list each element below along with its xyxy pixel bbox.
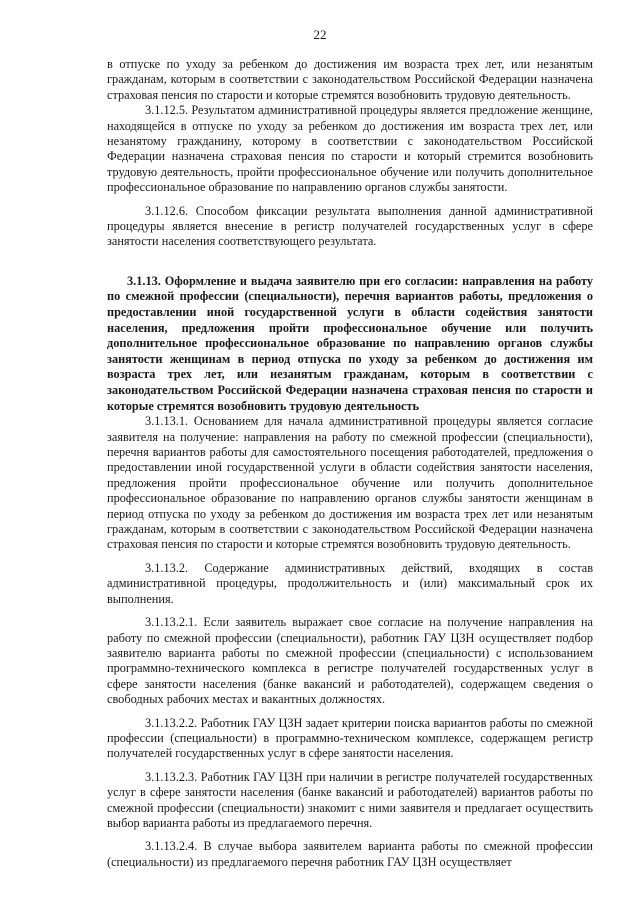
- paragraph-3-1-13-1: 3.1.13.1. Основанием для начала административной процедуры является согласие заявителя на получение: направления на работу по смежной профессии (специальности), перечня вариантов работы для самостоятельного посещения работодателей, предложения о предоставлении иной государственной услуги в области содействия занятости населения, предложения пройти профессиональное обучение или получить дополнительное профессиональное образование по направлению органов службы занятости женщинам в период отпуска по уходу за ребенком до достижения им возраста трех лет или незанятым гражданам, которым в соответствии с законодательством Российской Федерации назначена страховая пенсия по старости и которые стремятся возобновить трудовую деятельность.: [107, 414, 593, 552]
- paragraph-3-1-13-2-2: 3.1.13.2.2. Работник ГАУ ЦЗН задает критерии поиска вариантов работы по смежной профессии (специальности) в программно-техническом комплексе, содержащем регистр получателей государственных услуг в сфере занятости населения.: [107, 715, 593, 761]
- paragraph-continuation: в отпуске по уходу за ребенком до достижения им возраста трех лет, или незанятым гражданам, которым в соответствии с законодательством Российской Федерации назначена страховая пенсия по старости и которые стремятся возобновить трудовую деятельность.: [107, 57, 593, 102]
- paragraph-3-1-13-2-1: 3.1.13.2.1. Если заявитель выражает свое согласие на получение направления на работу по смежной профессии (специальности), работник ГАУ ЦЗН осуществляет подбор заявителю варианта работы по смежной профессии (специальности) с использованием программно-технического комплекса в регистре получателей государственных услуг в сфере занятости населения (банке вакансий и работодателей), содержащем сведения о свободных рабочих местах и вакантных должностях.: [107, 615, 593, 707]
- paragraph-3-1-13-2: 3.1.13.2. Содержание административных действий, входящих в состав административной процедуры, продолжительность и (или) максимальный срок их выполнения.: [107, 560, 593, 606]
- page-number: 22: [313, 27, 327, 42]
- page-body: [107, 57, 593, 870]
- paragraph-3-1-13-2-3: 3.1.13.2.3. Работник ГАУ ЦЗН при наличии в регистре получателей государственных услуг в сфере занятости населения (банке вакансий и работодателей) вариантов работы по смежной профессии (специальности) знакомит с ними заявителя и предлагает осуществить выбор варианта работы из предлагаемого перечня.: [107, 769, 593, 830]
- paragraph-3-1-13-2-4: 3.1.13.2.4. В случае выбора заявителем варианта работы по смежной профессии (специальности) из предлагаемого перечня работник ГАУ ЦЗН осуществляет: [107, 839, 593, 869]
- paragraph-3-1-12-6: 3.1.12.6. Способом фиксации результата выполнения данной административной процедуры является внесение в регистр получателей государственных услуг в сфере занятости населения соответствующего результата.: [107, 203, 593, 249]
- section-heading-3-1-13: 3.1.13. Оформление и выдача заявителю при его согласии: направления на работу по смежной профессии (специальности), перечня вариантов работы, предложения о предоставлении иной государственной услуги в области содействия занятости населения, предложения пройти профессиональное обучение или получить дополнительное профессиональное образование по направлению органов службы занятости женщинам в период отпуска по уходу за ребенком до достижения им возраста трех лет, или незанятым гражданам, которым в соответствии с законодательством Российской Федерации назначена страховая пенсия по старости и которые стремятся возобновить трудовую деятельность: [107, 273, 593, 413]
- paragraph-3-1-12-5: 3.1.12.5. Результатом административной процедуры является предложение женщине, находящейся в отпуске по уходу за ребенком до достижения им возраста трех лет, или незанятому гражданину, которому в соответствии с законодательством Российской Федерации назначена страховая пенсия по старости и который стремится возобновить трудовую деятельность, пройти профессиональное обучение или получить дополнительное профессиональное образование по направлению органов службы занятости.: [107, 103, 593, 195]
